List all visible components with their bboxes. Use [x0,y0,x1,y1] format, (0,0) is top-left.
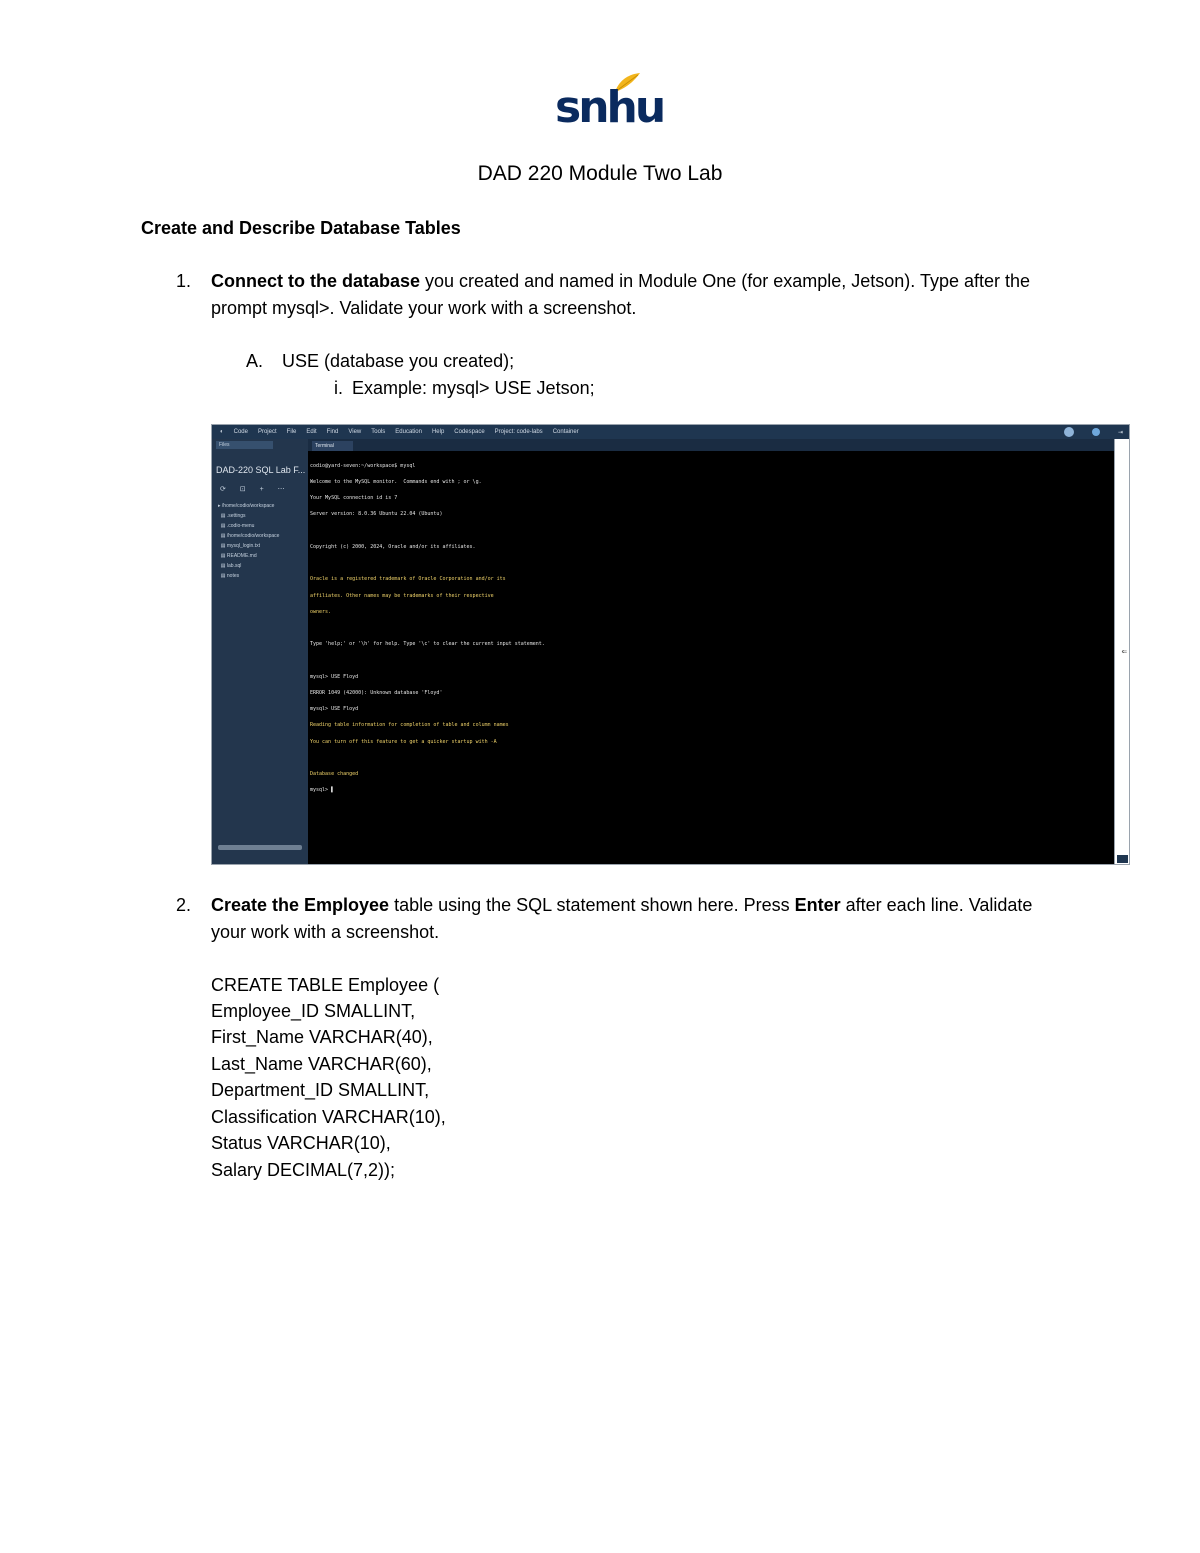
terminal-line: Oracle is a registered trademark of Oracle Corporation and/or its [310,576,506,583]
code-line: Status VARCHAR(10), [211,1133,391,1153]
terminal-line: affiliates. Other names may be trademarks of their respective [310,592,494,599]
terminal-scrollbar [1114,439,1129,864]
sidebar-tab: Files [216,441,273,449]
step-text [211,268,1061,322]
step-text [211,892,1061,946]
terminal-line [310,756,1110,761]
terminal-line: mysql> USE Floyd [310,706,359,713]
ide-sidebar [212,439,308,864]
terminal-line [310,658,1110,663]
menu-item: Codespace [454,429,485,435]
step-bold-lead: Connect to the database [211,271,421,291]
menu-item: Edit [306,429,317,435]
section-heading: Create and Describe Database Tables [141,218,461,238]
code-line: CREATE TABLE Employee ( [211,975,440,995]
terminal-line: Reading table information for completion of table and column names [310,722,509,729]
menu-item: View [348,429,362,435]
ide-screenshot [211,424,1130,865]
step-number: 1. [176,271,192,291]
terminal-line: Copyright (c) 2000, 2024, Oracle and/or its affiliates. [310,543,476,550]
step-bold-lead: Create the Employee [211,895,390,915]
terminal-line: Database changed [310,770,359,777]
menu-item: File [286,429,297,435]
terminal-output [310,453,1110,804]
menu-item: Project: code-labs [494,429,543,435]
terminal-line: mysql> USE Floyd [310,673,359,680]
step-number: 2. [176,895,192,915]
terminal-line: owners. [310,608,332,615]
code-line: Classification VARCHAR(10), [211,1107,446,1127]
scroll-corner [1117,855,1128,863]
code-line: First_Name VARCHAR(40), [211,1027,433,1047]
snhu-logo [555,72,664,134]
terminal-line: ERROR 1049 (42000): Unknown database 'Floyd' [310,689,443,696]
terminal-line: Type 'help;' or '\h' for help. Type '\c' to clear the current input statement. [310,641,545,648]
sidebar-project-name: DAD-220 SQL Lab F... [216,465,306,475]
menu-item: Code [233,429,248,435]
sidebar-toolbar-icons: ⟳ ⊡ + ⋯ [220,486,291,493]
menu-item: Project [257,429,277,435]
sub-item-text: USE (database you created); [282,351,515,371]
terminal-line: Server version: 8.0.36 Ubuntu 22.04 (Ubuntu) [310,511,443,518]
logo-wordmark: snhu [555,82,664,133]
wrap-icon: ⇐ [1121,647,1127,657]
terminal-prompt: mysql> ▌ [310,787,335,794]
avatar-icon [1064,427,1074,437]
terminal-line [310,561,1110,566]
page-title: DAD 220 Module Two Lab [477,162,723,185]
code-line: Salary DECIMAL(7,2)); [211,1160,396,1180]
menu-item: Help [431,429,445,435]
terminal-line [310,529,1110,534]
terminal-line: Your MySQL connection id is 7 [310,495,398,502]
terminal-line: You can turn off this feature to get a quicker startup with -A [310,738,497,745]
sidebar-scrollbar [218,845,302,850]
menu-item: Education [395,429,422,435]
menu-item: Find [326,429,339,435]
terminal-tabbar [308,439,1115,451]
code-line: Last_Name VARCHAR(60), [211,1054,432,1074]
code-line: Employee_ID SMALLINT, [211,1001,416,1021]
code-line: Department_ID SMALLINT, [211,1080,430,1100]
terminal-line: codio@yard-seven:~/workspace$ mysql [310,462,416,469]
terminal-line: Welcome to the MySQL monitor. Commands end with ; or \g. [310,479,482,486]
terminal-tab: Terminal [312,441,353,451]
step-body: table using the SQL statement shown here. Press [389,895,795,915]
terminal-line [310,626,1110,631]
power-icon [1092,428,1100,436]
menu-item: Container [552,429,579,435]
ide-menubar [212,425,1129,439]
sidebar-file-tree: ▸ /home/codio/workspace ▤ .settings ▤ .codio-menu ▤ /home/codio/workspace ▤ mysql_login.txt ▤ README.md ▤ lab.sql ▤ notes [218,503,280,579]
step-body: after each line. Validate your work with a screenshot. [211,895,1033,942]
sub-item-text: Example: mysql> USE Jetson; [352,378,595,398]
codio-logo-icon: ◐ [220,429,224,435]
sub-item-i [334,375,595,401]
sub-item-label: A. [246,351,264,371]
step-body: you created and named in Module One (for example, Jetson). Type after the prompt mysql>. Validate your work with a screenshot. [211,271,1031,318]
sub-item-label: i. [334,378,343,398]
expand-icon: ⇥ [1117,429,1123,436]
sub-item-a [246,348,515,374]
menu-item: Tools [371,429,386,435]
step-bold-mid: Enter [794,895,841,915]
